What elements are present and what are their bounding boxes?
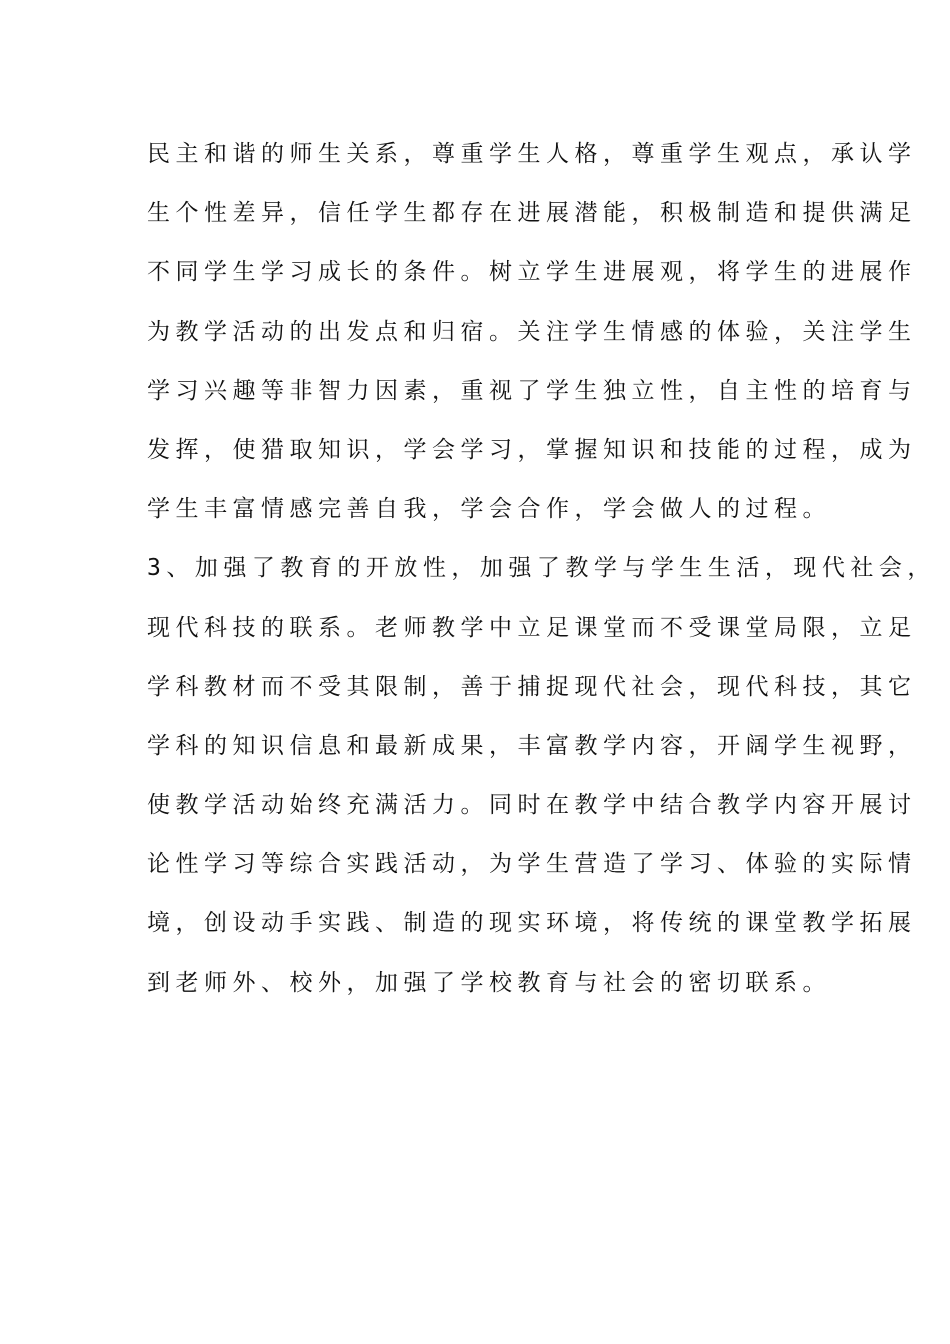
- text-line: 学习兴趣等非智力因素，重视了学生独立性，自主性的培育与: [147, 377, 917, 404]
- body-text: [147, 125, 936, 1013]
- text-line: 论性学习等综合实践活动，为学生营造了学习、体验的实际情: [147, 851, 917, 878]
- text-line: 现代科技的联系。老师教学中立足课堂而不受课堂局限，立足: [147, 614, 917, 641]
- text-line: 使教学活动始终充满活力。同时在教学中结合教学内容开展讨: [147, 792, 917, 819]
- text-line: 学生丰富情感完善自我，学会合作，学会做人的过程。: [147, 496, 831, 523]
- text-line: 境，创设动手实践、制造的现实环境，将传统的课堂教学拓展: [147, 910, 917, 937]
- text-line: 生个性差异，信任学生都存在进展潜能，积极制造和提供满足: [147, 200, 917, 227]
- text-line: 学科的知识信息和最新成果，丰富教学内容，开阔学生视野，: [147, 732, 917, 759]
- text-line: 3、加强了教育的开放性，加强了教学与学生生活，现代社会，: [147, 555, 936, 582]
- text-line: 民主和谐的师生关系，尊重学生人格，尊重学生观点，承认学: [147, 141, 917, 167]
- text-line: 为教学活动的出发点和归宿。关注学生情感的体验，关注学生: [147, 318, 917, 345]
- text-line: 到老师外、校外，加强了学校教育与社会的密切联系。: [147, 969, 831, 996]
- text-line: 学科教材而不受其限制，善于捕捉现代社会，现代科技，其它: [147, 673, 917, 700]
- text-line: 发挥，使猎取知识，学会学习，掌握知识和技能的过程，成为: [147, 436, 917, 463]
- text-line: 不同学生学习成长的条件。树立学生进展观，将学生的进展作: [147, 259, 917, 286]
